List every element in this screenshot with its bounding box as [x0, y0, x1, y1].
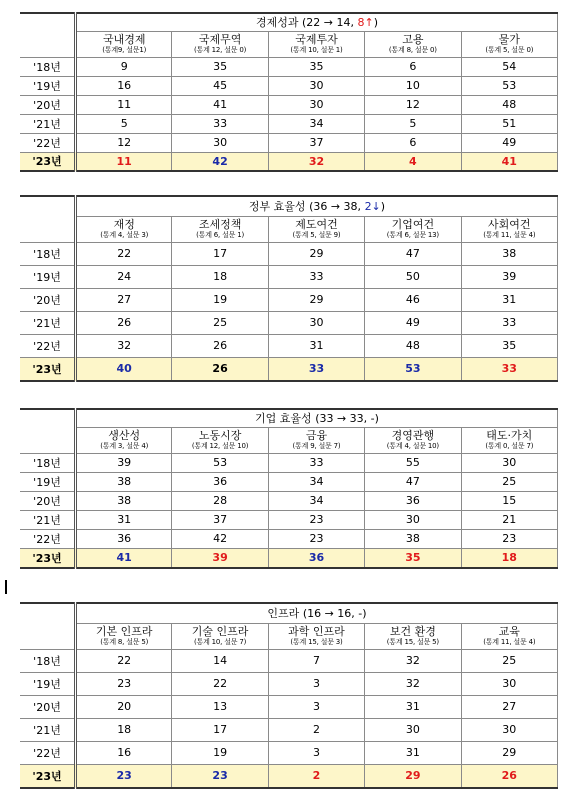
- rank-cell: 41: [461, 152, 557, 171]
- rank-cell: 11: [76, 95, 172, 114]
- rank-cell: 3: [268, 672, 364, 695]
- rank-cell: 32: [365, 672, 461, 695]
- table-title: 정부 효율성 (36 → 38, 2↓): [76, 196, 558, 216]
- rank-cell: 33: [461, 357, 557, 381]
- year-label: '19년: [20, 76, 76, 95]
- rank-cell: 2: [268, 718, 364, 741]
- year-label: '22년: [20, 529, 76, 548]
- rank-cell: 41: [76, 548, 172, 568]
- text-cursor: [5, 580, 7, 594]
- year-label: '22년: [20, 334, 76, 357]
- rank-cell: 23: [461, 529, 557, 548]
- rank-cell: 38: [365, 529, 461, 548]
- highlight-row: [20, 548, 558, 568]
- rank-cell: 30: [268, 95, 364, 114]
- corner-cell: [20, 603, 76, 649]
- year-label: '20년: [20, 695, 76, 718]
- table-row: [20, 649, 558, 672]
- rank-cell: 30: [461, 453, 557, 472]
- rank-change: 8↑: [357, 16, 374, 30]
- rank-cell: 30: [461, 672, 557, 695]
- table-row: [20, 472, 558, 491]
- rank-cell: 17: [172, 718, 268, 741]
- rank-cell: 30: [365, 510, 461, 529]
- rank-cell: 31: [365, 741, 461, 764]
- year-label: '23년: [20, 548, 76, 568]
- rank-cell: 31: [76, 510, 172, 529]
- rank-cell: 53: [172, 453, 268, 472]
- table-row: [20, 114, 558, 133]
- column-header: 노동시장 (통계 12, 설문 10): [172, 427, 268, 453]
- year-label: '21년: [20, 510, 76, 529]
- rank-cell: 16: [76, 741, 172, 764]
- rank-cell: 6: [365, 57, 461, 76]
- rank-cell: 26: [172, 357, 268, 381]
- column-header: 경영관행 (통계 4, 설문 10): [365, 427, 461, 453]
- year-label: '21년: [20, 114, 76, 133]
- column-header: 제도여건 (통계 5, 설문 9): [268, 216, 364, 242]
- rank-cell: 26: [76, 311, 172, 334]
- rank-cell: 51: [461, 114, 557, 133]
- rank-cell: 24: [76, 265, 172, 288]
- rank-cell: 31: [268, 334, 364, 357]
- rank-cell: 23: [76, 764, 172, 788]
- rank-cell: 14: [172, 649, 268, 672]
- table-row: [20, 95, 558, 114]
- rank-cell: 32: [268, 152, 364, 171]
- rank-cell: 29: [461, 741, 557, 764]
- table-title: 경제성과 (22 → 14, 8↑): [76, 13, 558, 31]
- table-row: [20, 718, 558, 741]
- year-label: '18년: [20, 57, 76, 76]
- rank-cell: 31: [461, 288, 557, 311]
- column-header: 기업여건 (통계 6, 설문 13): [365, 216, 461, 242]
- rank-cell: 45: [172, 76, 268, 95]
- rank-cell: 36: [365, 491, 461, 510]
- rank-cell: 35: [365, 548, 461, 568]
- year-label: '23년: [20, 152, 76, 171]
- rank-cell: 42: [172, 152, 268, 171]
- business-efficiency-table: [20, 408, 558, 569]
- year-label: '22년: [20, 133, 76, 152]
- year-label: '18년: [20, 453, 76, 472]
- rank-cell: 23: [172, 764, 268, 788]
- table-row: [20, 76, 558, 95]
- economic-performance-table: [20, 12, 558, 172]
- corner-cell: [20, 13, 76, 57]
- table-row: [20, 453, 558, 472]
- corner-cell: [20, 409, 76, 453]
- rank-cell: 48: [365, 334, 461, 357]
- year-label: '22년: [20, 741, 76, 764]
- rank-cell: 28: [172, 491, 268, 510]
- rank-cell: 23: [268, 510, 364, 529]
- rank-cell: 55: [365, 453, 461, 472]
- year-label: '23년: [20, 357, 76, 381]
- rank-cell: 35: [461, 334, 557, 357]
- table-title: 기업 효율성 (33 → 33, -): [76, 409, 558, 427]
- rank-cell: 36: [172, 472, 268, 491]
- rank-cell: 53: [365, 357, 461, 381]
- rank-cell: 30: [268, 76, 364, 95]
- year-label: '18년: [20, 649, 76, 672]
- rank-cell: 30: [172, 133, 268, 152]
- rank-cell: 36: [76, 529, 172, 548]
- rank-cell: 33: [268, 357, 364, 381]
- rank-cell: 15: [461, 491, 557, 510]
- table-row: [20, 510, 558, 529]
- year-label: '23년: [20, 764, 76, 788]
- year-label: '19년: [20, 672, 76, 695]
- column-header: 금융 (통계 9, 설문 7): [268, 427, 364, 453]
- table-row: [20, 672, 558, 695]
- rank-cell: 40: [76, 357, 172, 381]
- rank-cell: 26: [172, 334, 268, 357]
- rank-cell: 34: [268, 472, 364, 491]
- year-label: '18년: [20, 242, 76, 265]
- rank-cell: 23: [76, 672, 172, 695]
- table-row: [20, 265, 558, 288]
- rank-cell: 19: [172, 288, 268, 311]
- rank-cell: 39: [172, 548, 268, 568]
- year-label: '21년: [20, 718, 76, 741]
- rank-cell: 37: [268, 133, 364, 152]
- rank-cell: 38: [76, 491, 172, 510]
- column-header: 고용 (통계 8, 설문 0): [365, 31, 461, 57]
- rank-cell: 37: [172, 510, 268, 529]
- rank-cell: 27: [76, 288, 172, 311]
- rank-cell: 29: [268, 242, 364, 265]
- rank-cell: 18: [461, 548, 557, 568]
- rank-cell: 19: [172, 741, 268, 764]
- corner-cell: [20, 196, 76, 242]
- table-row: [20, 133, 558, 152]
- rank-cell: 34: [268, 114, 364, 133]
- rank-cell: 48: [461, 95, 557, 114]
- rank-cell: 33: [461, 311, 557, 334]
- table-row: [20, 491, 558, 510]
- rank-cell: 18: [76, 718, 172, 741]
- rank-cell: 47: [365, 242, 461, 265]
- year-label: '20년: [20, 491, 76, 510]
- rank-cell: 3: [268, 695, 364, 718]
- rank-cell: 22: [76, 242, 172, 265]
- table-row: [20, 288, 558, 311]
- rank-cell: 3: [268, 741, 364, 764]
- table-title: 인프라 (16 → 16, -): [76, 603, 558, 623]
- rank-cell: 11: [76, 152, 172, 171]
- rank-cell: 34: [268, 491, 364, 510]
- year-label: '19년: [20, 265, 76, 288]
- rank-cell: 54: [461, 57, 557, 76]
- column-header: 과학 인프라 (통계 15, 설문 3): [268, 623, 364, 649]
- rank-cell: 13: [172, 695, 268, 718]
- rank-cell: 17: [172, 242, 268, 265]
- column-header: 기본 인프라 (통계 8, 설문 5): [76, 623, 172, 649]
- rank-cell: 36: [268, 548, 364, 568]
- table-row: [20, 334, 558, 357]
- rank-cell: 16: [76, 76, 172, 95]
- table-row: [20, 529, 558, 548]
- table-row: [20, 311, 558, 334]
- rank-cell: 18: [172, 265, 268, 288]
- year-label: '20년: [20, 288, 76, 311]
- rank-cell: 39: [461, 265, 557, 288]
- table-row: [20, 741, 558, 764]
- rank-cell: 30: [365, 718, 461, 741]
- rank-cell: 27: [461, 695, 557, 718]
- rank-cell: 25: [172, 311, 268, 334]
- rank-cell: 22: [76, 649, 172, 672]
- column-header: 국내경제 (통계9, 설문1): [76, 31, 172, 57]
- rank-cell: 35: [268, 57, 364, 76]
- rank-cell: 46: [365, 288, 461, 311]
- table-row: [20, 695, 558, 718]
- rank-cell: 23: [268, 529, 364, 548]
- highlight-row: [20, 764, 558, 788]
- table-row: [20, 57, 558, 76]
- column-header: 기술 인프라 (통계 10, 설문 7): [172, 623, 268, 649]
- rank-cell: 39: [76, 453, 172, 472]
- infrastructure-table: [20, 602, 558, 789]
- rank-cell: 31: [365, 695, 461, 718]
- rank-cell: 6: [365, 133, 461, 152]
- rank-cell: 5: [365, 114, 461, 133]
- rank-cell: 2: [268, 764, 364, 788]
- year-label: '19년: [20, 472, 76, 491]
- rank-cell: 33: [172, 114, 268, 133]
- rank-cell: 38: [76, 472, 172, 491]
- rank-cell: 50: [365, 265, 461, 288]
- column-header: 물가 (통계 5, 설문 0): [461, 31, 557, 57]
- rank-cell: 49: [461, 133, 557, 152]
- rank-cell: 30: [461, 718, 557, 741]
- rank-cell: 29: [268, 288, 364, 311]
- rank-cell: 26: [461, 764, 557, 788]
- highlight-row: [20, 357, 558, 381]
- table-row: [20, 242, 558, 265]
- column-header: 사회여건 (통계 11, 설문 4): [461, 216, 557, 242]
- column-header: 보건 환경 (통계 15, 설문 5): [365, 623, 461, 649]
- rank-cell: 30: [268, 311, 364, 334]
- rank-cell: 22: [172, 672, 268, 695]
- highlight-row: [20, 152, 558, 171]
- rank-cell: 7: [268, 649, 364, 672]
- rank-cell: 12: [76, 133, 172, 152]
- rank-cell: 25: [461, 649, 557, 672]
- rank-cell: 33: [268, 453, 364, 472]
- rank-cell: 9: [76, 57, 172, 76]
- rank-cell: 12: [365, 95, 461, 114]
- column-header: 조세정책 (통계 6, 설문 1): [172, 216, 268, 242]
- rank-cell: 38: [461, 242, 557, 265]
- rank-cell: 29: [365, 764, 461, 788]
- rank-cell: 53: [461, 76, 557, 95]
- rank-cell: 20: [76, 695, 172, 718]
- column-header: 재정 (통계 4, 설문 3): [76, 216, 172, 242]
- rank-cell: 35: [172, 57, 268, 76]
- column-header: 교육 (통계 11, 설문 4): [461, 623, 557, 649]
- rank-cell: 33: [268, 265, 364, 288]
- government-efficiency-table: [20, 195, 558, 382]
- column-header: 국제무역 (통계 12, 설문 0): [172, 31, 268, 57]
- year-label: '21년: [20, 311, 76, 334]
- rank-cell: 41: [172, 95, 268, 114]
- rank-cell: 4: [365, 152, 461, 171]
- rank-cell: 32: [365, 649, 461, 672]
- rank-change: 2↓: [364, 200, 381, 214]
- rank-cell: 32: [76, 334, 172, 357]
- rank-cell: 21: [461, 510, 557, 529]
- column-header: 국제투자 (통계 10, 설문 1): [268, 31, 364, 57]
- year-label: '20년: [20, 95, 76, 114]
- column-header: 태도·가치 (통계 0, 설문 7): [461, 427, 557, 453]
- rank-cell: 10: [365, 76, 461, 95]
- rank-cell: 47: [365, 472, 461, 491]
- rank-cell: 49: [365, 311, 461, 334]
- rank-cell: 42: [172, 529, 268, 548]
- rank-cell: 5: [76, 114, 172, 133]
- column-header: 생산성 (통계 3, 설문 4): [76, 427, 172, 453]
- rank-cell: 25: [461, 472, 557, 491]
